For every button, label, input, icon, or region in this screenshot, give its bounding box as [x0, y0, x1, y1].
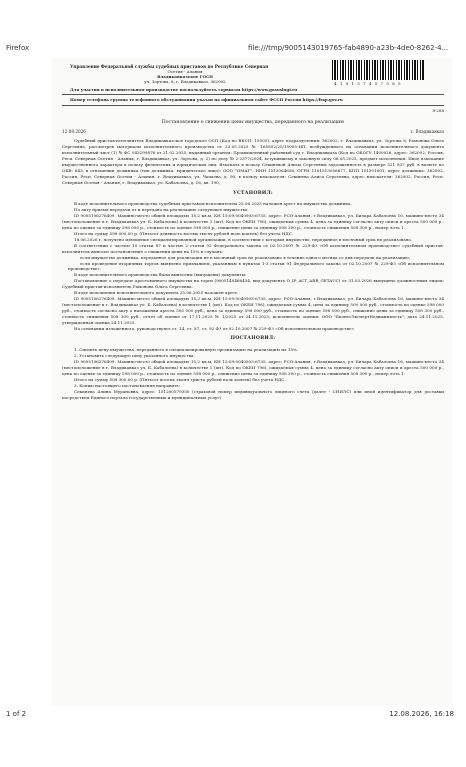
body-paragraph: если проведение вторичных торгов выявлено признанием, указанным в пунктах 1-3 статьи 91 Федерального закона от 02.10.2007 № 229-ФЗ «Об исполнительном производстве».: [68, 260, 444, 272]
body-paragraph: если имущество должника, переданное для реализации не в месячный срок не реализовано в течение одного месяца со дня передачи на реализацию;: [80, 254, 411, 260]
file-url[interactable]: file:///tmp/9005143019765-fab4890-a23b-4de0-8262-4...: [248, 44, 449, 52]
section-resolved: ПОСТАНОВИЛ:: [230, 336, 276, 342]
header-line-3: Владикавказское ГОСП: [157, 74, 213, 80]
page-count: 1 of 2: [6, 710, 27, 718]
body-paragraph: Постановление о передаче арестованного имущества на торги (9005140466454, вид документа O_IP_ACT_ARR_GETAUC) от 31.03.2026 выпущено должностным лицом: Судебный пристав-исполнитель Рамонова Ольга Сергеевна.: [62, 278, 444, 290]
document-city: г. Владикавказ: [410, 129, 444, 135]
header-line-2: Осетия - Алания: [167, 69, 203, 75]
body-paragraph: В соответствии с частью 10 статьи 87 и частью 2 статьи 92 Федерального закона от 02.10.2007 № 229-ФЗ «Об исполнительном производстве» судебный пристав-исполнитель выносит постановление о снижении цены на 15% в случаях:: [62, 242, 444, 254]
resolution-item: ID 9005106276409. Машино-место общей площадью 15,2 кв.м, КН 15:09:0040903:6735, адрес: РСО-Алания, г.Владикавказ, ул. Билара Кабалоева 16, машино-место 34 (местоположение в г. Владикавказ ул. Б. Кабалоева) в количестве 1 (шт). Код по ОКЕИ 796), ожидаемая сумма 4, цена за единицу согласно акту описи и ареста 500 000 р., цена по оценке за единицу 598 000 р., стоимость по оценке 598 000 р., снижение цены за единицу 508 300 р., стоимость снижения 508 300 р., номер лота 1.: [62, 359, 444, 376]
body-paragraph: На основании изложенного, руководствуясь ст. 14, ст. 87, ст. 92 ФЗ от 02.10.2007 № 229-ФЗ «Об исполнительном производстве»: [74, 325, 355, 331]
reference-number: 8-288: [432, 107, 444, 113]
body-paragraph: В ходе исполнительного производства судебным приставом-исполнителем 25.06.2025 наложен арест на имущество должника.: [74, 201, 352, 207]
body-paragraph: ID 9005106276409. Машино-место общей площадью 15,2 кв.м, КН 15:09:0040903:6735, адрес: РСО-Алания, г.Владикавказ, ул. Билара Кабалоева 16, машино-место 34 (местоположение в г. Владикавказ ул. Б. Кабалоева) в количестве 1 (шт). Код по ОКЕИ 796), ожидаемая сумма 4, цена за единицу 500 000 руб., стоимость по оценке 598 000 руб., стоимость согласно акту о наложении ареста 500 000 руб., цена за единицу 598 000 руб., стоимость по оценке 598 000 руб., снижение цены за единицу 508 300 руб., стоимость снижения 508 300 руб., отчет об оценке от 17.11.2025 № 1/2025 от 24.11.2025, исполнитель оценки: ООО "БизнесЭкспертНедвижимость", дата 24.11.2025, утвержденная оценка 24.11.2025.: [62, 295, 444, 325]
body-paragraph: В ходе исполнения исполнительного документа 25.06.2025 наложен арест.: [74, 290, 239, 296]
document-page: [52, 58, 452, 706]
resolution-item: 3. Копию настоящего постановления направить:: [74, 382, 180, 388]
header-address: ул. Зортова, 8, г. Владикавказ, 362002: [144, 79, 226, 85]
resolution-item: 2. Установить следующую цену указанного имущества:: [74, 353, 195, 359]
document-date: 12.08.2026: [62, 129, 86, 135]
info-phone: Номер телефона группы телефонного обслуживания указан на официальном сайте ФССП России https://fssp.gov.ru: [70, 97, 343, 103]
browser-name: Firefox: [6, 44, 30, 52]
body-paragraph: ID 9005106276409. Машино-место общей площадью 15,2 кв.м, КН 15:09:0040903:6735, адрес: РСО-Алания, г.Владикавказ, ул. Билара Кабалоева 16, машино-место 34 (местоположение в г. Владикавказ ул. Б. Кабалоева) в количестве 1 (шт). Код по ОКЕИ 796), ожидаемая сумма 4, цена за единицу согласно акту описи и ареста 500 000 р., цена по оценке за единицу 598 000 р., стоимость по оценке 598 000 р., снижение цены за единицу 508 300 р., стоимость снижения 508 300 р., номер лота 1.: [62, 213, 444, 231]
header-line-1: Управление Федеральной службы судебных приставов по Республике Северная: [70, 64, 269, 69]
body-paragraph: Итого на сумму 598 000,00 р. (Пятьсот девяносто восемь тысяч рублей ноль копеек) без учета НДС.: [74, 231, 294, 237]
document-body: [62, 64, 444, 400]
body-paragraph: В ходе исполнительного производства были вынесены (выпущены) документы:: [74, 272, 247, 278]
section-established: УСТАНОВИЛ:: [233, 190, 273, 196]
document-title: Постановление о снижении цены имущества, переданного на реализацию: [161, 119, 345, 125]
info-gosuslugi: Для участия в исполнительном производстве воспользуйтесь сервисом https://www.gosuslugi.ru: [70, 87, 298, 93]
intro-paragraph: Судебный пристав-исполнитель Владикавказское городское ОСП (Код по ВКСП: 15005), адрес подразделения: 362002, г. Владикавказ, ул. Зортова 8, Рамонова Ольга Сергеевна, рассмотрев материалы исполнительного производства от 23.05.2025 № 165852/25/15005-ИП, возбужденного на основании исполнительного документа исполнительный лист (1) № ФС 043299876 от 21.02.2025, выданный органом: Промышленный районный суд г. Владикавказа (Код по ОКОГУ 1400026, адрес: 362002, Россия, Респ. Северная Осетия - Алания, г. Владикавказ, ул. Зортова, д. 2) по делу № 2-2377/2024, вступившему в законную силу 06.05.2025, предмет исполнения: Иное взыскание имущественного характера в пользу физических и юридических лиц: Взыскать в пользу Секиневой Алисы Сергеевны задолженность в размере 521 837 руб. в валюте по ОКВ: 643, в отношении должника (тип должника: юридическое лицо): ООО "ОМАГ", ИНН 1513064656, ОГРН 1161513056677, КПП 151301001, адрес должника: 362002, Россия, Респ. Северная Осетия - Алания, г. Владикавказ, ул. Чапаева, д. 90, в пользу взыскателя: Секинева Алиса Сергеевна, адрес взыскателя: 362002, Россия, Респ. Северная Осетия - Алания, г. Владикавказ, ул. Кабалоева, д. 16, кв. 190,: [62, 138, 444, 185]
resolution-item: Итого на сумму 508 300,00 р. (Пятьсот восемь тысяч триста рублей ноль копеек) без учета НДС.: [74, 376, 286, 382]
barcode-number: 4 1 9 1 5 7 4 5 7 5 8 5: [334, 81, 402, 86]
body-paragraph: 18.06.2026 г. получено извещение специализированной организации, в соответствии с которым имущество, переданное в месячный срок не реализовано.: [74, 236, 413, 242]
print-timestamp: 12.08.2026, 16:18: [389, 710, 454, 718]
resolution-item: 1. Снизить цену имущества, переданного в специализированную организацию на реализацию на 15%.: [74, 347, 299, 353]
resolution-item: Секинева Алина Мурановна, адрес: 151200579350 (страховой номер индивидуального лицевого счета (далее - СНИЛС) или иной идентификатор для доставки посредством Единого портала государственных и муниципальных услуг): [62, 388, 444, 400]
body-paragraph: По акту приема-передачи от и передано на реализацию следующее имущество.: [74, 207, 249, 213]
